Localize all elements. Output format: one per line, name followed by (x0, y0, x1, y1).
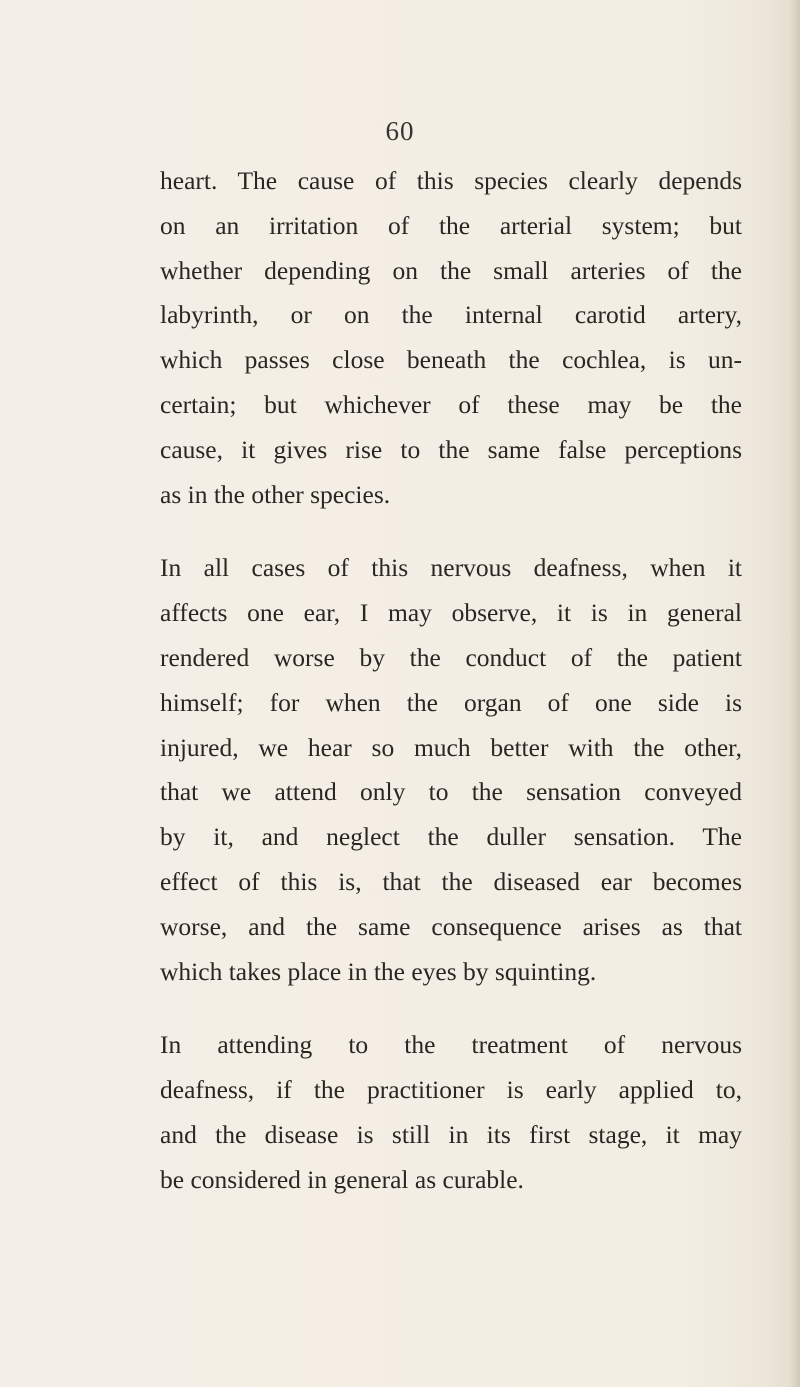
text-line: whether depending on the small arteries of the (160, 255, 742, 285)
text-line: cause, it gives rise to the same false perceptions (160, 434, 742, 464)
text-line: effect of this is, that the diseased ear becomes (160, 866, 742, 896)
text-line: In attending to the treatment of nervous (160, 1030, 742, 1060)
text-line: certain; but whichever of these may be the (160, 389, 742, 419)
text-line: which passes close beneath the cochlea, is un- (160, 345, 742, 375)
text-line: which takes place in the eyes by squinting. (160, 956, 597, 986)
text-line: on an irritation of the arterial system; but (160, 210, 742, 240)
text-line: heart. The cause of this species clearly depends (160, 166, 742, 195)
text-line: deafness, if the practitioner is early applied to, (160, 1075, 742, 1105)
page-edge-shadow (790, 0, 800, 1387)
text-line: In all cases of this nervous deafness, when it (160, 553, 742, 583)
text-line: be considered in general as curable. (160, 1164, 524, 1194)
paragraph-gap (160, 994, 742, 1023)
text-line: as in the other species. (160, 479, 391, 509)
paragraph-gap (160, 517, 742, 546)
text-line: himself; for when the organ of one side is (160, 687, 742, 717)
paragraph-1 (160, 159, 742, 517)
text-line: rendered worse by the conduct of the patient (160, 642, 742, 672)
page-number: 60 (385, 116, 415, 146)
text-line: labyrinth, or on the internal carotid artery, (160, 300, 742, 330)
body-text (160, 159, 742, 1203)
text-line: and the disease is still in its first stage, it may (160, 1119, 742, 1149)
paragraph-3 (160, 1023, 742, 1202)
text-line: injured, we hear so much better with the other, (160, 732, 742, 762)
text-line: affects one ear, I may observe, it is in general (160, 598, 742, 628)
paragraph-2 (160, 546, 742, 994)
text-line: by it, and neglect the duller sensation. The (160, 822, 742, 852)
text-line: that we attend only to the sensation conveyed (160, 777, 742, 807)
text-line: worse, and the same consequence arises as that (160, 911, 742, 941)
